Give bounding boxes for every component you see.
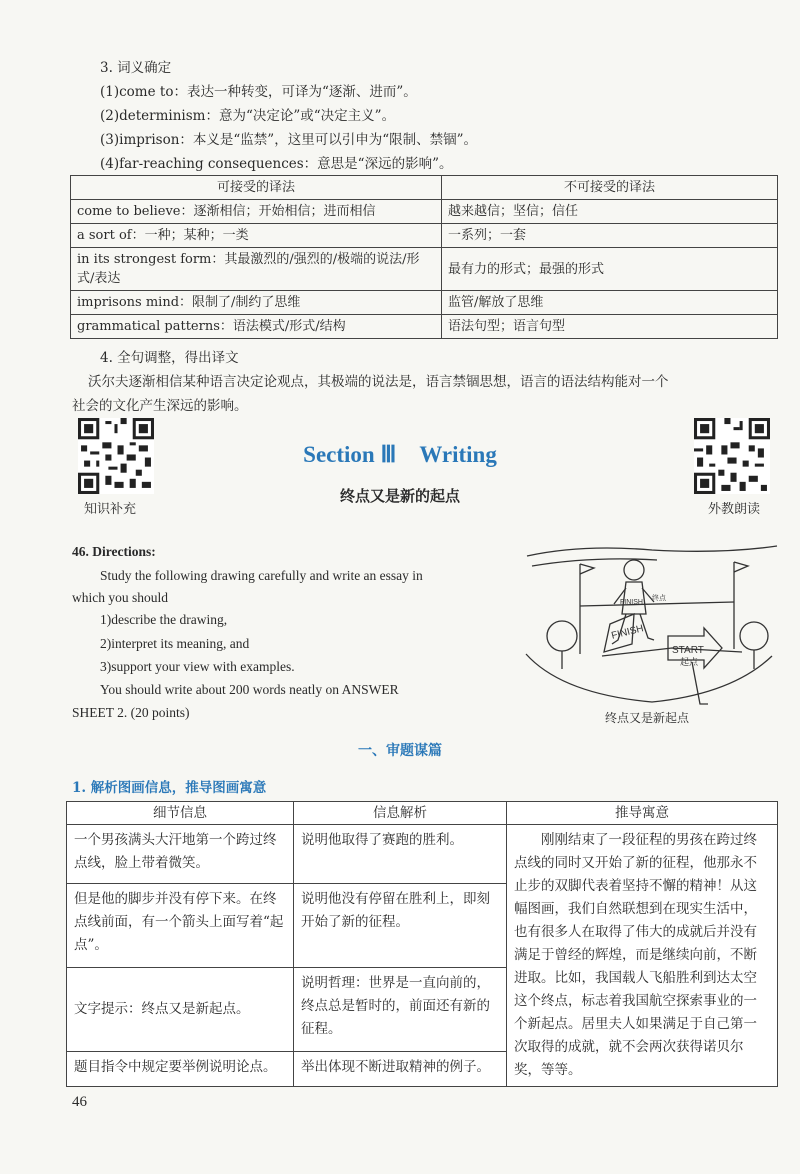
table-cell: 说明哲理：世界是一直向前的，终点总是暂时的，前面还有新的征程。: [294, 968, 507, 1052]
table-cell: 监管/解放了思维: [442, 291, 778, 315]
final-translation-line: 沃尔夫逐渐相信某种语言决定论观点，其极端的说法是，语言禁锢思想，语言的语法结构能对一个: [88, 374, 669, 390]
final-translation-line: 社会的文化产生深远的影响。: [72, 398, 248, 414]
page-number: 46: [72, 1094, 87, 1110]
directions-line: which you should: [72, 590, 168, 605]
table-cell: grammatical patterns：语法模式/形式/结构: [71, 315, 442, 339]
directions-line: 3)support your view with examples.: [100, 659, 295, 674]
table-header-row: [67, 802, 778, 825]
table-header: 信息解析: [294, 802, 507, 825]
vocab-item: (1)come to：表达一种转变，可译为“逐渐、进而”。: [100, 84, 417, 100]
table-cell: 题目指令中规定要举例说明论点。: [67, 1052, 294, 1087]
table-cell: 说明他取得了赛跑的胜利。: [294, 825, 507, 884]
translation-table: [70, 175, 778, 339]
directions-line: SHEET 2. (20 points): [72, 705, 190, 720]
table-cell: a sort of：一种；某种；一类: [71, 224, 442, 248]
table-cell: 越来越信；坚信；信任: [442, 200, 778, 224]
table-cell: 文字提示：终点又是新起点。: [67, 968, 294, 1052]
plan-subheading: 1. 解析图画信息，推导图画寓意: [72, 780, 267, 796]
sign-start-text: START: [672, 645, 704, 656]
table-cell: 最有力的形式；最强的形式: [442, 248, 778, 291]
plan-heading: 一、审题谋篇: [358, 743, 442, 759]
directions-line: 1)describe the drawing,: [100, 612, 228, 627]
finish-line-drawing: [522, 544, 782, 710]
vocab-item: (2)determinism：意为“决定论”或“决定主义”。: [100, 108, 396, 124]
table-header: 不可接受的译法: [442, 176, 778, 200]
table-cell: imprisons mind：限制了/制约了思维: [71, 291, 442, 315]
table-header: 细节信息: [67, 802, 294, 825]
table-row: [71, 248, 778, 291]
table-row: [67, 825, 778, 884]
table-header: 推导寓意: [507, 802, 778, 825]
table-cell: 一系列；一套: [442, 224, 778, 248]
table-cell: 说明他没有停留在胜利上，即刻开始了新的征程。: [294, 884, 507, 968]
directions-line: Study the following drawing carefully and write an essay in: [100, 568, 423, 583]
section-subtitle: 终点又是新的起点: [339, 487, 460, 505]
directions-line: You should write about 200 words neatly on ANSWER: [100, 682, 399, 697]
section-title: Section Ⅲ Writing: [303, 442, 497, 467]
vocab-item: (4)far-reaching consequences：意思是“深远的影响”。: [100, 156, 453, 172]
vocab-heading: 3. 词义确定: [100, 60, 172, 76]
table-cell: come to believe：逐渐相信；开始相信；进而相信: [71, 200, 442, 224]
table-row: [71, 291, 778, 315]
meaning-cell: 刚刚结束了一段征程的男孩在跨过终点线的同时又开始了新的征程，他那永不止步的双脚代表着坚持不懈的精神！从这幅图画，我们自然联想到在现实生活中，也有很多人在取得了伟大的成就后并没有满足于曾经的辉煌，而是继续向前，不断进取。比如，我国载人飞船胜利到达太空这个终点，标志着我国航空探索事业的一个新起点。居里夫人如果满足于自己第一次取得的成就，就不会两次获得诺贝尔奖，等等。: [507, 825, 778, 1087]
finish-line-text: 终点: [652, 594, 666, 602]
table-header: 可接受的译法: [71, 176, 442, 200]
table-row: [71, 224, 778, 248]
table-cell: 一个男孩满头大汗地第一个跨过终点线，脸上带着微笑。: [67, 825, 294, 884]
drawing-caption: 终点又是新起点: [605, 711, 690, 725]
directions-heading: 46. Directions:: [72, 544, 156, 559]
info-table: [66, 801, 778, 1087]
sign-start-cn-text: 起点: [680, 658, 699, 668]
table-header-row: [71, 176, 778, 200]
qr-left-label: 知识补充: [84, 502, 137, 517]
table-row: [71, 315, 778, 339]
sign-finish-text: FINISH: [610, 623, 645, 642]
qr-right-label: 外教朗读: [708, 502, 761, 517]
table-row: [71, 200, 778, 224]
table-cell: 举出体现不断进取精神的例子。: [294, 1052, 507, 1087]
table-cell: 但是他的脚步并没有停下来。在终点线前面，有一个箭头上面写着“起点”。: [67, 884, 294, 968]
final-heading: 4. 全句调整，得出译文: [100, 350, 239, 366]
table-cell: in its strongest form：其最激烈的/强烈的/极端的说法/形式/表达: [71, 248, 442, 291]
shirt-text: FINISH: [620, 599, 643, 606]
directions-line: 2)interpret its meaning, and: [100, 636, 250, 651]
table-cell: 语法句型；语言句型: [442, 315, 778, 339]
vocab-item: (3)imprison：本义是“监禁”，这里可以引申为“限制、禁锢”。: [100, 132, 478, 148]
